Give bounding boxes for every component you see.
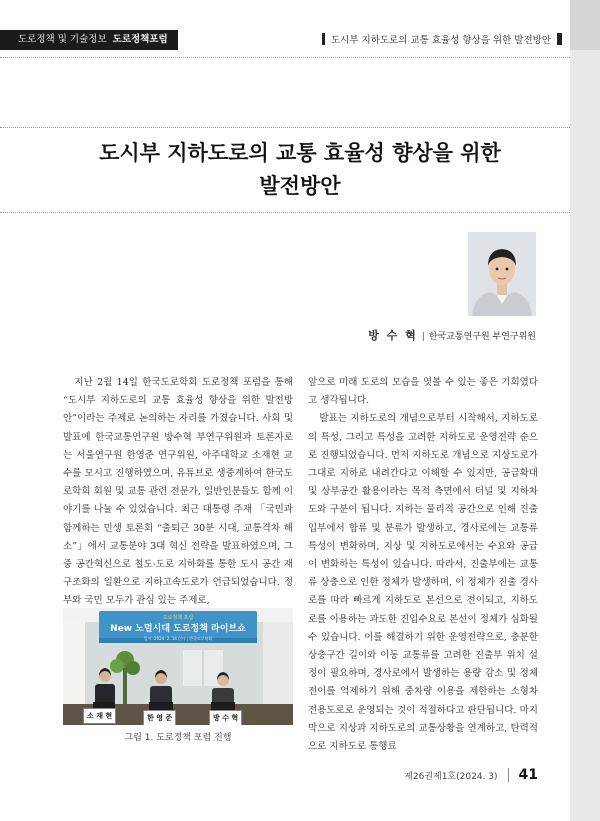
page-footer xyxy=(404,767,538,783)
nameplate-center: 한 영 준 xyxy=(143,710,176,725)
figure-caption: 그림 1. 도로정책 포럼 진행 xyxy=(124,733,232,743)
body-paragraph: 지난 2월 14일 한국도로학회 도로정책 포럼을 통해 “도시부 지하도로의 교통 효율성 향상을 위한 발전방안”이라는 주제로 논의하는 자리를 가졌습니다. 사회 및 발표에 한국교통연구원 방수혁 부연구위원과 토론자로는 서울연구원 한영준 연구위원, 아주대학교 소재현 교수를 모시고 진행하였으며, 유튜브로 생중계하여 한국도로학회 회원 및 교통 관련 전문가, 일반인분들도 함께 이야기를 나눌 수 있었습니다. 최근 대통령 주재 「국민과 함께하는 민생 토론회 “출퇴근 30분 시대, 교통격차 해소”」에서 교통분야 3대 혁신 전략을 발표하였으며, 그 중 공간혁신으로 철도·도로 지하화를 통한 도시 공간 재구조화의 일환으로 지하고속도로가 언급되었습니다. 정부와 국민 모두가 관심 있는 주제로, xyxy=(63,377,293,607)
header-divider xyxy=(0,57,570,58)
author-photo xyxy=(468,232,536,316)
header-square-marker xyxy=(557,33,562,45)
body-paragraph: 발표는 지하도로의 개념으로부터 시작해서, 지하도로의 특성, 그리고 특성을 고려한 지하도로 운영전략 순으로 진행되었습니다. 먼저 지하도로 개념으로 지상도로가 그대로 지하로 내려간다고 이해할 수 있지만, 공급확대 및 상부공간 활용이라는 목적 측면에서 터널 및 지하차도와 구분이 됩니다. 지하는 물리적 공간으로 인해 진출입부에서 합류 및 분류가 발생하고, 경사로에는 교통류 특성이 변화하며, 지상 및 지하도로에서는 수요와 공급이 변화하는 특성이 있습니다. 따라서, 진출부에는 교통류 상충으로 인한 정체가 발생하며, 이 정체가 진출 경사로를 따라 빠르게 지하도로 본선으로 전이되고, 지하도로를 이용하는 과도한 진입수요로 본선이 정체가 심화될 수 있습니다. 이를 해결하기 위한 운영전략으로, 충분한 상충구간 길이와 이동 교통류를 고려한 진출부 위치 설정이 필요하며, 경사로에서 발생하는 용량 감소 및 정체 전이를 억제하기 위해 중차량 이용을 제한하는 소형차 전용도로로 운영되는 것이 적절하다고 판단됩니다. 마지막으로 지상과 지하도로의 교통상황을 연계하고, 탄력적으로 지하도로 통행료 xyxy=(308,413,538,753)
banner-sub-text: 일시: 2024. 2. 14 (수) | 한국도로학회 xyxy=(143,636,213,641)
running-title xyxy=(322,32,562,46)
page-edge-sidebar xyxy=(570,0,600,821)
author-portrait-icon xyxy=(468,232,536,316)
byline-separator: | xyxy=(421,332,425,342)
category-label xyxy=(0,30,178,50)
running-header xyxy=(0,30,570,52)
author-name: 방 수 혁 xyxy=(368,329,418,342)
author-affiliation: 한국교통연구원 부연구위원 xyxy=(428,332,536,342)
subcategory-text: 도로정책포럼 xyxy=(112,34,168,45)
page-edge-tab xyxy=(570,0,600,50)
nameplate-right: 방 수 혁 xyxy=(209,710,242,725)
body-column-left xyxy=(63,374,293,611)
title-top-divider xyxy=(0,127,570,128)
running-title-text: 도시부 지하도로의 교통 효율성 향상을 위한 발전방안 xyxy=(330,35,551,46)
body-column-right xyxy=(308,374,538,756)
body-paragraph: 앞으로 미래 도로의 모습을 엿볼 수 있는 좋은 기회였다고 생각됩니다. xyxy=(308,377,538,407)
banner-title-text: New 노멀시대 도로정책 라이브쇼 xyxy=(110,624,246,634)
title-line-1: 도시부 지하도로의 교통 효율성 향상을 위한 xyxy=(99,141,501,165)
title-bottom-divider xyxy=(0,212,570,213)
header-bar-marker xyxy=(322,33,325,45)
issue-info: 제26권제1호(2024. 3) xyxy=(404,771,498,782)
banner-small-text: 도로정책 포럼 xyxy=(162,615,194,621)
page-number: 41 xyxy=(518,767,538,783)
forum-photo xyxy=(63,608,293,725)
article-title xyxy=(0,137,600,203)
category-text: 도로정책 및 기술정보 xyxy=(18,34,107,45)
author-byline xyxy=(368,327,536,343)
nameplate-left: 소 재 현 xyxy=(83,708,116,724)
footer-separator xyxy=(508,768,509,782)
title-line-2: 발전방안 xyxy=(259,174,341,198)
